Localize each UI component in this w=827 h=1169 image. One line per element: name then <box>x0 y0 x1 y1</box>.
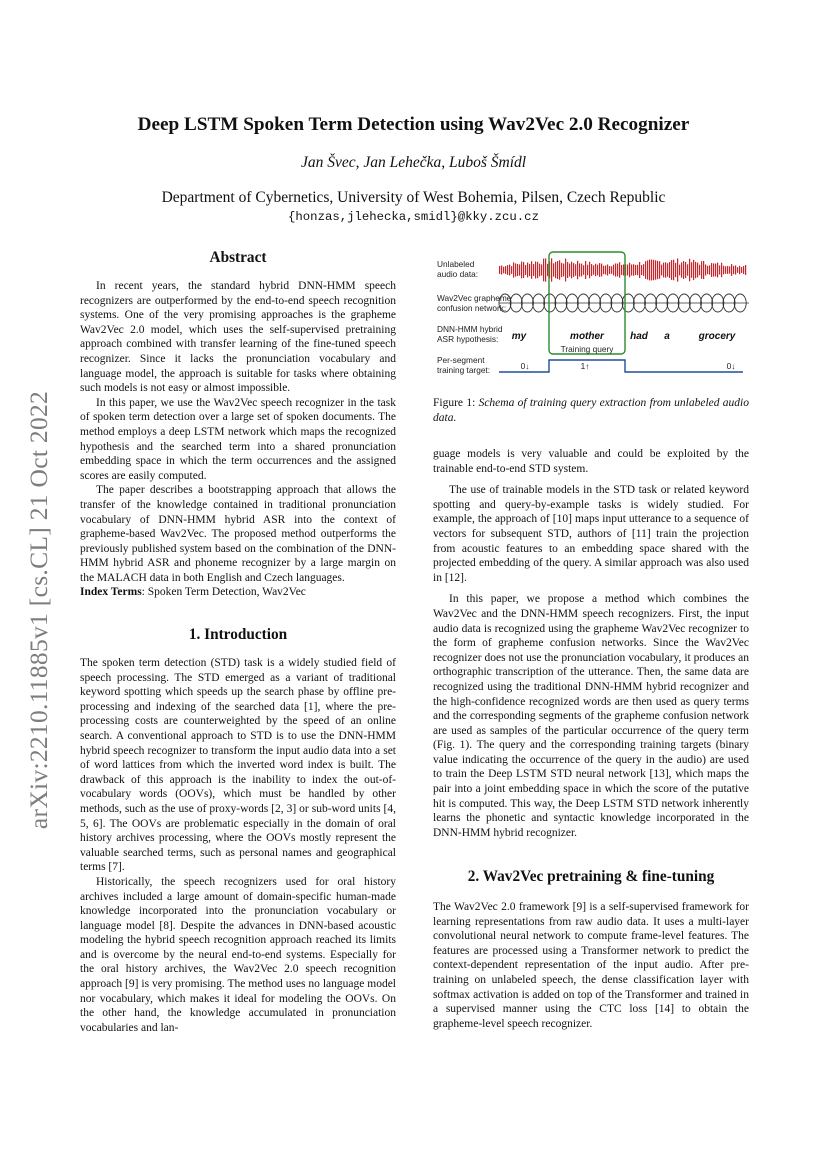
waveform-bar <box>635 265 636 275</box>
waveform-bar <box>597 265 598 276</box>
waveform-bar <box>611 266 612 274</box>
waveform-bar <box>705 264 706 275</box>
waveform-bar <box>585 261 586 279</box>
waveform-bar <box>587 265 588 276</box>
waveform-bar <box>531 261 532 279</box>
waveform-bar <box>699 265 700 276</box>
right-body-top <box>433 447 749 840</box>
waveform-bar <box>527 263 528 278</box>
waveform-bar <box>525 265 526 275</box>
section-2-body <box>433 900 749 1031</box>
waveform-bar <box>539 264 540 277</box>
waveform-bar <box>643 264 644 276</box>
waveform-bar <box>661 265 662 276</box>
waveform-bar <box>665 262 666 277</box>
waveform-bar <box>555 262 556 278</box>
waveform-bar <box>607 264 608 275</box>
index-terms-text: : Spoken Term Detection, Wav2Vec <box>141 586 306 599</box>
paper-authors: Jan Švec, Jan Lehečka, Luboš Šmídl <box>300 154 527 171</box>
waveform-bar <box>633 264 634 275</box>
intro-paragraph: The spoken term detection (STD) task is a widely studied field of speech processing. The STD emerged as a variant of traditional keyword spotting which speeds up the search phase by offline pre-processing and indexing of the searched data [1], where the pre-processing costs are counterweighted by the speed of an online search. A conventional approach to STD is to use the DNN-HMM hybrid speech recognizer to transform the input audio data into a set of word lattices from which the inverted word index is built. The drawback of this approach is the inability to index the out-of-vocabulary words (OOVs), which must be handled by other methods, such as the use of proxy-words [2, 3] or sub-word units [4, 5, 6]. The OOVs are problematic especially in the domain of oral history archives processing, where the OOVs mostly represent the valuable searched terms, such as personal names and geographical terms [7]. <box>80 657 396 874</box>
waveform-bar <box>745 265 746 275</box>
waveform-bar <box>571 262 572 279</box>
caption-label: Figure 1: <box>433 397 476 409</box>
arxiv-sidebar <box>14 360 64 860</box>
abstract-paragraph: In recent years, the standard hybrid DNN-HMM speech recognizers are outperformed by the end-to-end speech recognition systems. One of the very promising approaches is the grapheme Wav2Vec 2.0 model, which uses the self-supervised pretraining approach combined with transfer learning of the fine-tuned speech recognizer. Since it lacks the pronunciation vocabulary and language model, the approach is suitable for tasks where obtaining such models is not easy or almost impossible. <box>80 280 396 395</box>
waveform-bar <box>503 267 504 274</box>
figure-1 <box>433 250 773 385</box>
waveform-bar <box>545 258 546 281</box>
waveform-bar <box>535 262 536 279</box>
waveform-bar <box>679 265 680 276</box>
row-label: training target: <box>437 365 491 375</box>
waveform-bar <box>719 265 720 274</box>
waveform-bar <box>577 261 578 279</box>
waveform-bar <box>667 263 668 277</box>
target-value: 0↓ <box>520 361 530 371</box>
section-2-heading: 2. Wav2Vec pretraining & fine-tuning <box>467 868 715 885</box>
caption-text: Schema of training query extraction from unlabeled audio data. <box>433 397 749 424</box>
waveform-bar <box>631 264 632 275</box>
target-value: 1↑ <box>580 361 590 371</box>
waveform-bar <box>641 265 642 275</box>
waveform-bar <box>551 258 552 281</box>
asr-word: had <box>630 331 648 342</box>
waveform-bar <box>717 263 718 278</box>
row-label: audio data: <box>437 269 479 279</box>
waveform-bar <box>619 262 620 278</box>
body-paragraph: guage models is very valuable and could be exploited by the trainable end-to-end STD system. <box>433 448 749 475</box>
waveform-bar <box>687 264 688 275</box>
waveform-bar <box>627 265 628 276</box>
waveform-bar <box>645 261 646 279</box>
waveform-bar <box>651 260 652 281</box>
waveform-bar <box>557 261 558 279</box>
waveform-bar <box>515 263 516 276</box>
waveform-bar <box>739 266 740 274</box>
waveform-bar <box>541 264 542 275</box>
training-query-label: Training query <box>560 344 614 354</box>
asr-word: mother <box>570 331 604 342</box>
waveform-bar <box>685 262 686 278</box>
waveform-bar <box>677 258 678 281</box>
waveform-bar <box>733 266 734 274</box>
abstract-body <box>80 279 396 600</box>
waveform-bar <box>617 264 618 277</box>
waveform-bar <box>569 263 570 276</box>
row-label: DNN-HMM hybrid <box>437 324 503 334</box>
waveform <box>499 258 746 281</box>
waveform-bar <box>695 262 696 278</box>
waveform-bar <box>547 264 548 276</box>
waveform-bar <box>659 261 660 278</box>
waveform-bar <box>499 266 500 274</box>
waveform-bar <box>519 264 520 275</box>
waveform-bar <box>711 263 712 277</box>
waveform-bar <box>507 265 508 275</box>
waveform-bar <box>723 266 724 275</box>
waveform-bar <box>561 263 562 277</box>
waveform-bar <box>505 266 506 274</box>
paper-affiliation: Department of Cybernetics, University of West Bohemia, Pilsen, Czech Republic <box>161 189 666 206</box>
waveform-bar <box>595 264 596 276</box>
row-label: Wav2Vec grapheme <box>437 293 512 303</box>
waveform-bar <box>647 260 648 279</box>
waveform-bar <box>583 265 584 275</box>
waveform-bar <box>663 263 664 278</box>
waveform-bar <box>599 263 600 277</box>
row-label: Per-segment <box>437 355 485 365</box>
waveform-bar <box>709 265 710 274</box>
asr-word: my <box>511 331 527 342</box>
waveform-bar <box>521 262 522 279</box>
row-label: confusion network: <box>437 303 507 313</box>
row-label: Unlabeled <box>437 259 475 269</box>
arxiv-identifier: arXiv:2210.11885v1 [cs.CL] 21 Oct 2022 <box>24 390 53 830</box>
waveform-bar <box>511 266 512 274</box>
body-paragraph: The Wav2Vec 2.0 framework [9] is a self-supervised framework for learning representations from raw audio data. It uses a multi-layer convolutional neural network to compute frame-level features. The features are processed using a Transformer network to predict the context-dependent representation of the input audio. After pre-training on unlabeled speech, the dense classification layer with softmax activation is added on top of the Transformer and trained in a supervised manner using the CTC loss [14] to obtain the grapheme-level speech recognizer. <box>433 901 749 1030</box>
intro-paragraph: Historically, the speech recognizers used for oral history archives included a large amount of domain-specific human-made knowledge incorporated into the pronunciation vocabulary or language model [8]. Despite the advances in DNN-based acoustic modeling the hybrid speech recognition approach reached its limits and is overcome by the neural end-to-end systems. Especially for the oral history archives, the Wav2Vec 2.0 speech recognition approach [9] is very promising. The method uses no language model nor vocabulary, which makes it ideal for modeling the OOVs. On the other hand, the knowledge accumulated in pronunciation vocabularies and lan- <box>80 875 396 1034</box>
waveform-bar <box>649 260 650 281</box>
introduction-body <box>80 656 396 1035</box>
waveform-bar <box>581 264 582 277</box>
waveform-bar <box>743 266 744 274</box>
waveform-bar <box>533 264 534 276</box>
waveform-bar <box>559 260 560 279</box>
waveform-bar <box>609 266 610 274</box>
waveform-bar <box>589 262 590 278</box>
index-terms <box>80 585 396 600</box>
waveform-bar <box>655 260 656 279</box>
waveform-bar <box>543 259 544 282</box>
confusion-network <box>499 294 749 312</box>
waveform-bar <box>637 265 638 275</box>
paper-title: Deep LSTM Spoken Term Detection using Wav2Vec 2.0 Recognizer <box>137 114 690 135</box>
introduction-heading: 1. Introduction <box>188 626 288 643</box>
waveform-bar <box>501 265 502 274</box>
waveform-bar <box>565 258 566 281</box>
waveform-bar <box>513 262 514 277</box>
waveform-bar <box>721 263 722 277</box>
waveform-bar <box>681 262 682 277</box>
waveform-bar <box>653 260 654 280</box>
waveform-bar <box>603 266 604 274</box>
waveform-bar <box>509 265 510 276</box>
waveform-bar <box>529 264 530 276</box>
waveform-bar <box>693 260 694 280</box>
target-value: 0↓ <box>726 361 736 371</box>
waveform-bar <box>629 263 630 277</box>
waveform-bar <box>697 263 698 278</box>
waveform-bar <box>613 265 614 276</box>
waveform-bar <box>707 266 708 274</box>
figure-1-caption <box>433 396 749 425</box>
waveform-bar <box>725 266 726 273</box>
waveform-bar <box>727 266 728 274</box>
waveform-bar <box>703 261 704 279</box>
asr-word: a <box>664 331 670 342</box>
waveform-bar <box>673 260 674 281</box>
waveform-bar <box>563 264 564 277</box>
waveform-bar <box>621 265 622 275</box>
asr-word: grocery <box>698 331 736 342</box>
body-paragraph: The use of trainable models in the STD task or related keyword spotting and query-by-example tasks is widely studied. For example, the approach of [10] maps input utterance to a sequence of vectors for subsequent STD, authors of [11] train the projection from acoustic features to an embedding space shared with the projected embedding of the query. A similar approach was also used in [12]. <box>433 484 749 584</box>
waveform-bar <box>615 263 616 276</box>
waveform-bar <box>729 266 730 273</box>
waveform-bar <box>657 261 658 279</box>
training-target-line <box>499 360 743 372</box>
waveform-bar <box>639 262 640 278</box>
waveform-bar <box>701 261 702 279</box>
waveform-bar <box>671 260 672 280</box>
waveform-bar <box>593 265 594 274</box>
waveform-bar <box>573 263 574 277</box>
waveform-bar <box>605 265 606 274</box>
body-paragraph: In this paper, we propose a method which combines the Wav2Vec and the DNN-HMM speech recognizers. First, the input audio data is recognized using the grapheme Wav2Vec recognizer to the form of grapheme confusion networks. Since the Wav2Vec recognizer does not use the pronunciation vocabulary, it produces an orthographic transcription of the utterance. Then, the same data are recognized using the traditional DNN-HMM hybrid recognizer and the high-confidence recognized words are then used as query terms and the corresponding segments of the grapheme confusion network are used as samples of the particular occurrence of the query term (Fig. 1). The query and the corresponding training targets (binary value indicating the occurrence of the query in the audio) are used to train the Deep LSTM STD neural network [13], which maps the pair into a joint embedding space in which the score of the putative hit is computed. This way, the Deep LSTM STD network inherently learns the phonetic and syntactic knowledge incorporated in the DNN-HMM hybrid recognizer. <box>433 593 749 839</box>
abstract-heading: Abstract <box>209 249 267 266</box>
waveform-bar <box>579 263 580 276</box>
abstract-paragraph: In this paper, we use the Wav2Vec speech recognizer in the task of spoken term detection over a large set of spoken documents. The method employs a deep LSTM network which maps the recognized hypothesis and the searched term into a shared pronunciation embedding space in which the term occurrences and the assigned scores are easily computed. <box>80 396 396 482</box>
waveform-bar <box>553 263 554 276</box>
waveform-bar <box>683 261 684 279</box>
waveform-bar <box>575 264 576 275</box>
waveform-bar <box>601 264 602 277</box>
waveform-bar <box>741 267 742 273</box>
waveform-bar <box>675 263 676 277</box>
waveform-bar <box>537 262 538 278</box>
figure-1-diagram <box>433 250 773 385</box>
waveform-bar <box>623 265 624 276</box>
waveform-bar <box>517 264 518 276</box>
waveform-bar <box>713 263 714 276</box>
waveform-bar <box>735 265 736 274</box>
paper-emails: {honzas,jlehecka,smidl}@kky.zcu.cz <box>288 210 539 224</box>
waveform-bar <box>591 264 592 276</box>
waveform-bar <box>731 264 732 276</box>
abstract-paragraph: The paper describes a bootstrapping approach that allows the transfer of the knowledge contained in traditional pronunciation vocabulary of DNN-HMM hybrid ASR into the context of grapheme-based Wav2Vec. The proposed method outperforms the previously published system based on the combination of the DNN-HMM hybrid ASR and phoneme recognizer by a large margin on the MALACH data in both English and Czech languages. <box>80 484 396 584</box>
waveform-bar <box>567 262 568 278</box>
row-label: ASR hypothesis: <box>437 334 499 344</box>
waveform-bar <box>669 262 670 278</box>
waveform-bar <box>523 262 524 278</box>
waveform-bar <box>689 259 690 281</box>
waveform-bar <box>737 267 738 273</box>
index-terms-label: Index Terms <box>80 586 142 599</box>
waveform-bar <box>715 264 716 277</box>
waveform-bar <box>691 262 692 278</box>
